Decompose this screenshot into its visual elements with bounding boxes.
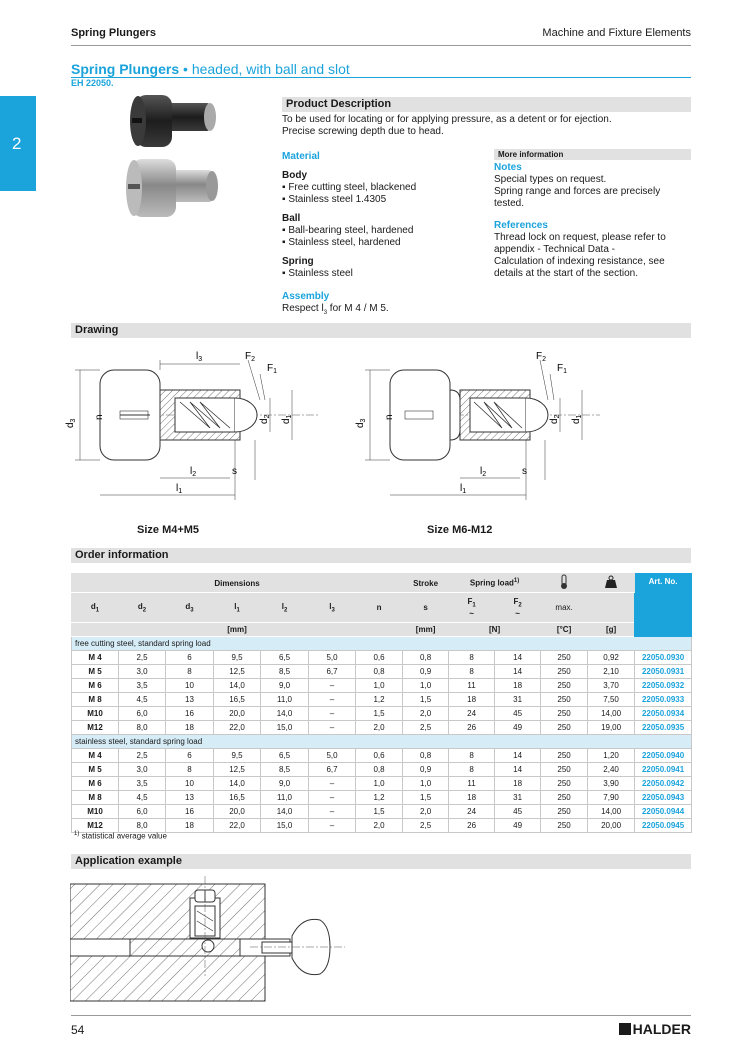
table-cell: 6: [166, 651, 214, 665]
art-no-header: Art. No.: [635, 574, 692, 637]
table-cell: 3,5: [119, 679, 166, 693]
table-cell: 8: [166, 665, 214, 679]
table-cell: 1,0: [403, 777, 449, 791]
material-section: [282, 151, 482, 319]
table-cell: 11,0: [261, 693, 309, 707]
dimensions-header: Dimensions: [72, 574, 403, 593]
table-cell: 4,5: [119, 693, 166, 707]
page-number: 54: [71, 1023, 85, 1037]
table-cell: 1,2: [356, 693, 403, 707]
label-d2: $d_2$: [259, 414, 271, 424]
table-cell: 15,0: [261, 819, 309, 833]
table-cell: 13: [166, 693, 214, 707]
table-cell: 6,5: [261, 651, 309, 665]
table-cell: 14,0: [261, 707, 309, 721]
table-cell: 14: [495, 763, 541, 777]
table-cell: 14,0: [214, 679, 261, 693]
table-cell: 49: [495, 819, 541, 833]
table-cell: 250: [541, 721, 588, 735]
references-line: details at the start of the section.: [494, 268, 638, 279]
table-cell: 45: [495, 707, 541, 721]
table-cell: 3,5: [119, 777, 166, 791]
table-cell: 6,7: [309, 763, 356, 777]
table-cell: 14: [495, 651, 541, 665]
table-cell: 14,0: [214, 777, 261, 791]
table-cell: 8,0: [119, 819, 166, 833]
label-d1: $d_1$: [571, 414, 583, 424]
unit-mm: [mm]: [72, 623, 403, 637]
table-cell: 250: [541, 665, 588, 679]
label-d1: $d_1$: [281, 414, 293, 424]
table-cell: 16: [166, 805, 214, 819]
table-cell: 18: [495, 777, 541, 791]
brand-logo: [619, 1021, 691, 1037]
brand-name: HALDER: [632, 1021, 691, 1037]
assembly-text: [282, 303, 482, 319]
unit-stroke: [mm]: [403, 623, 449, 637]
table-cell: 1,5: [356, 805, 403, 819]
body-heading: Body: [282, 170, 307, 181]
title-divider: [71, 77, 691, 78]
table-cell: 3,0: [119, 763, 166, 777]
table-cell: 9,5: [214, 749, 261, 763]
label-s: s: [522, 466, 527, 477]
table-cell: –: [309, 693, 356, 707]
list-item: ▪ Stainless steel 1.4305: [282, 194, 482, 206]
label-F2: $F_2$: [245, 351, 256, 363]
references-line: appendix - Technical Data -: [494, 244, 615, 255]
footnote: $^{1)}$ statistical average value: [74, 831, 167, 841]
table-cell: 18: [166, 819, 214, 833]
table-cell: 14: [495, 749, 541, 763]
table-cell: 20,0: [214, 805, 261, 819]
ball-list: [282, 225, 482, 249]
table-cell: –: [309, 819, 356, 833]
label-F1: $F_1$: [557, 363, 568, 375]
table-cell: 2,10: [588, 665, 635, 679]
table-cell: 8,5: [261, 763, 309, 777]
table-cell: 2,0: [356, 721, 403, 735]
table-cell: 8: [449, 651, 495, 665]
table-cell: 8: [449, 665, 495, 679]
label-F2: $F_2$: [536, 351, 547, 363]
table-cell: 7,90: [588, 791, 635, 805]
spring-load-header: Spring load$^{1)}$: [449, 574, 541, 593]
header-catalog-title: Machine and Fixture Elements: [542, 27, 691, 39]
page-title: [71, 61, 350, 77]
table-cell: 8: [449, 749, 495, 763]
table-cell: 14,00: [588, 707, 635, 721]
table-row: [72, 805, 692, 819]
table-cell: 250: [541, 749, 588, 763]
table-row: [72, 679, 692, 693]
assembly-heading: Assembly: [282, 291, 330, 302]
product-description-heading: Product Description: [282, 97, 691, 112]
order-info-heading: Order information: [71, 548, 691, 563]
title-separator: •: [179, 61, 192, 77]
more-info-section: [494, 162, 691, 280]
table-cell: 11: [449, 777, 495, 791]
article-number-link[interactable]: 22050.0934: [635, 707, 692, 721]
references-line: Thread lock on request, please refer to: [494, 232, 666, 243]
references-heading: References: [494, 220, 548, 231]
group-label: stainless steel, standard spring load: [72, 735, 692, 749]
table-cell: M 4: [72, 749, 119, 763]
label-d3: $d_3$: [355, 418, 367, 428]
table-cell: 2,5: [119, 651, 166, 665]
notes-line: Special types on request.: [494, 174, 607, 185]
label-d2: $d_2$: [549, 414, 561, 424]
table-cell: 250: [541, 693, 588, 707]
col-weight: [588, 593, 635, 623]
table-cell: 8,5: [261, 665, 309, 679]
table-cell: 250: [541, 819, 588, 833]
table-cell: 12,5: [214, 665, 261, 679]
table-cell: 0,6: [356, 749, 403, 763]
table-cell: 0,8: [356, 763, 403, 777]
table-cell: 6,7: [309, 665, 356, 679]
table-cell: 22,0: [214, 819, 261, 833]
label-s: s: [232, 466, 237, 477]
article-number-link[interactable]: 22050.0935: [635, 721, 692, 735]
product-photo: [118, 95, 228, 220]
table-cell: 11: [449, 679, 495, 693]
table-cell: 3,70: [588, 679, 635, 693]
col-n: n: [356, 593, 403, 623]
product-code: EH 22050.: [71, 78, 114, 88]
table-cell: 4,5: [119, 791, 166, 805]
spring-list: [282, 268, 482, 280]
article-number-link[interactable]: 22050.0933: [635, 693, 692, 707]
list-item: ▪ Ball-bearing steel, hardened: [282, 225, 482, 237]
label-n: n: [384, 414, 395, 420]
chapter-number: 2: [12, 134, 22, 153]
application-drawing: [70, 876, 345, 1006]
table-cell: –: [309, 679, 356, 693]
unit-g: [g]: [588, 623, 635, 637]
description-line: Precise screwing depth due to head.: [282, 126, 444, 137]
table-row: [72, 777, 692, 791]
article-number-link[interactable]: 22050.0945: [635, 819, 692, 833]
table-row: [72, 707, 692, 721]
table-cell: 5,0: [309, 749, 356, 763]
unit-C: [°C]: [541, 623, 588, 637]
table-cell: 18: [495, 679, 541, 693]
article-number-link[interactable]: 22050.0942: [635, 777, 692, 791]
table-cell: 24: [449, 805, 495, 819]
table-cell: 2,0: [356, 819, 403, 833]
table-cell: M 4: [72, 651, 119, 665]
table-cell: 1,0: [403, 679, 449, 693]
table-cell: –: [309, 707, 356, 721]
col-d2: $d_2$: [119, 593, 166, 623]
header-section-title: Spring Plungers: [71, 27, 156, 39]
col-stroke-s: s: [403, 593, 449, 623]
article-number-link[interactable]: 22050.0931: [635, 665, 692, 679]
table-cell: 14,00: [588, 805, 635, 819]
label-F1: $F_1$: [267, 363, 278, 375]
table-cell: –: [309, 791, 356, 805]
group-row: [72, 735, 692, 749]
col-max: max.: [541, 593, 588, 623]
technical-drawing: [60, 340, 700, 505]
col-l2: $l_2$: [261, 593, 309, 623]
table-cell: M 6: [72, 777, 119, 791]
table-cell: 8: [166, 763, 214, 777]
table-cell: 1,20: [588, 749, 635, 763]
assembly-pre: Respect l: [282, 303, 324, 314]
application-heading: Application example: [71, 854, 691, 869]
size-label-right: Size M6-M12: [427, 524, 493, 536]
col-l3: $l_3$: [309, 593, 356, 623]
label-l2: $l_2$: [480, 466, 487, 478]
table-cell: 250: [541, 777, 588, 791]
table-cell: 14,0: [261, 805, 309, 819]
list-item: ▪ Free cutting steel, blackened: [282, 182, 482, 194]
table-cell: 250: [541, 805, 588, 819]
chapter-tab: [0, 96, 36, 191]
table-cell: 2,40: [588, 763, 635, 777]
notes-heading: Notes: [494, 162, 522, 173]
table-cell: 250: [541, 707, 588, 721]
table-cell: 1,5: [356, 707, 403, 721]
label-l1: $l_1$: [176, 483, 183, 495]
table-cell: 31: [495, 693, 541, 707]
table-cell: 1,5: [403, 791, 449, 805]
table-cell: –: [309, 721, 356, 735]
brand-icon: [619, 1023, 631, 1035]
stroke-header: Stroke: [403, 574, 449, 593]
body-list: [282, 182, 482, 206]
more-info-heading: More information: [494, 149, 691, 160]
table-cell: –: [309, 805, 356, 819]
notes-line: Spring range and forces are precisely: [494, 186, 661, 197]
table-cell: 16: [166, 707, 214, 721]
table-cell: 9,5: [214, 651, 261, 665]
table-cell: M10: [72, 707, 119, 721]
table-cell: 26: [449, 721, 495, 735]
drawing-right: [355, 351, 600, 500]
table-cell: 6,5: [261, 749, 309, 763]
label-l2: $l_2$: [190, 466, 197, 478]
table-row: [72, 651, 692, 665]
table-cell: 10: [166, 777, 214, 791]
table-cell: 10: [166, 679, 214, 693]
list-item: ▪ Stainless steel, hardened: [282, 237, 482, 249]
table-cell: 6,0: [119, 707, 166, 721]
table-cell: 1,0: [356, 777, 403, 791]
table-cell: 0,92: [588, 651, 635, 665]
table-cell: 18: [449, 791, 495, 805]
table-cell: 250: [541, 791, 588, 805]
list-item: ▪ Stainless steel: [282, 268, 482, 280]
table-cell: 0,8: [403, 749, 449, 763]
table-cell: 16,5: [214, 693, 261, 707]
drawing-left: [65, 351, 320, 500]
table-cell: 2,5: [403, 721, 449, 735]
title-main: Spring Plungers: [71, 61, 180, 77]
table-cell: 0,9: [403, 763, 449, 777]
table-cell: 250: [541, 763, 588, 777]
table-cell: 16,5: [214, 791, 261, 805]
description-line: To be used for locating or for applying pressure, as a detent or for ejection.: [282, 114, 612, 125]
table-cell: 18: [449, 693, 495, 707]
table-cell: 5,0: [309, 651, 356, 665]
material-heading: Material: [282, 151, 320, 162]
table-cell: 6,0: [119, 805, 166, 819]
table-cell: M 6: [72, 679, 119, 693]
table-cell: 2,0: [403, 805, 449, 819]
table-cell: 7,50: [588, 693, 635, 707]
weight-icon: [588, 574, 635, 593]
table-cell: 2,5: [403, 819, 449, 833]
table-cell: 18: [166, 721, 214, 735]
table-row: [72, 693, 692, 707]
col-l1: $l_1$: [214, 593, 261, 623]
label-l1: $l_1$: [460, 483, 467, 495]
references-line: Calculation of indexing resistance, see: [494, 256, 665, 267]
col-d1: $d_1$: [72, 593, 119, 623]
table-row: [72, 763, 692, 777]
size-label-left: Size M4+M5: [137, 524, 200, 536]
table-cell: 3,90: [588, 777, 635, 791]
ball-heading: Ball: [282, 213, 301, 224]
spring-heading: Spring: [282, 256, 314, 267]
table-cell: 20,00: [588, 819, 635, 833]
table-cell: 13: [166, 791, 214, 805]
table-row: [72, 721, 692, 735]
table-cell: M 8: [72, 791, 119, 805]
table-cell: 250: [541, 651, 588, 665]
table-cell: 20,0: [214, 707, 261, 721]
table-row: [72, 749, 692, 763]
table-cell: 9,0: [261, 679, 309, 693]
group-row: [72, 637, 692, 651]
assembly-sub: 3: [323, 310, 328, 316]
table-cell: 45: [495, 805, 541, 819]
article-number-link[interactable]: 22050.0941: [635, 763, 692, 777]
col-F2: $F_2$ ~: [495, 593, 541, 623]
col-F1: $F_1$ ~: [449, 593, 495, 623]
table-cell: M 5: [72, 763, 119, 777]
table-cell: –: [309, 777, 356, 791]
article-number-link[interactable]: 22050.0932: [635, 679, 692, 693]
table-cell: 3,0: [119, 665, 166, 679]
temperature-icon: [541, 574, 588, 593]
table-cell: 8,0: [119, 721, 166, 735]
unit-N: [N]: [449, 623, 541, 637]
table-cell: 0,9: [403, 665, 449, 679]
table-cell: 11,0: [261, 791, 309, 805]
table-cell: 0,8: [403, 651, 449, 665]
table-cell: 24: [449, 707, 495, 721]
article-number-link[interactable]: 22050.0940: [635, 749, 692, 763]
table-cell: M12: [72, 721, 119, 735]
table-cell: 14: [495, 665, 541, 679]
table-cell: 1,0: [356, 679, 403, 693]
table-cell: 6: [166, 749, 214, 763]
group-label: free cutting steel, standard spring load: [72, 637, 692, 651]
table-cell: M10: [72, 805, 119, 819]
table-cell: 49: [495, 721, 541, 735]
assembly-post: for M 4 / M 5.: [327, 303, 389, 314]
table-cell: 0,6: [356, 651, 403, 665]
order-table-body: [72, 637, 692, 833]
header-divider: [71, 45, 691, 46]
label-l3: $l_3$: [196, 351, 203, 363]
article-number-link[interactable]: 22050.0930: [635, 651, 692, 665]
article-number-link[interactable]: 22050.0944: [635, 805, 692, 819]
table-cell: 250: [541, 679, 588, 693]
table-cell: 9,0: [261, 777, 309, 791]
footer-divider: [71, 1015, 691, 1016]
table-cell: 2,0: [403, 707, 449, 721]
drawing-heading: Drawing: [71, 323, 691, 338]
table-cell: M 8: [72, 693, 119, 707]
table-cell: 15,0: [261, 721, 309, 735]
table-row: [72, 665, 692, 679]
table-cell: 1,2: [356, 791, 403, 805]
table-cell: 31: [495, 791, 541, 805]
table-cell: 12,5: [214, 763, 261, 777]
table-cell: 26: [449, 819, 495, 833]
table-cell: 19,00: [588, 721, 635, 735]
product-description-text: [282, 114, 691, 138]
table-cell: 1,5: [403, 693, 449, 707]
table-cell: M 5: [72, 665, 119, 679]
table-cell: 0,8: [356, 665, 403, 679]
title-sub: headed, with ball and slot: [191, 61, 350, 77]
table-cell: 8: [449, 763, 495, 777]
article-number-link[interactable]: 22050.0943: [635, 791, 692, 805]
table-row: [72, 791, 692, 805]
label-d3: $d_3$: [65, 418, 77, 428]
col-d3: $d_3$: [166, 593, 214, 623]
order-table: [71, 573, 692, 833]
table-cell: M12: [72, 819, 119, 833]
label-n: n: [94, 414, 105, 420]
table-cell: 22,0: [214, 721, 261, 735]
table-cell: 2,5: [119, 749, 166, 763]
notes-line: tested.: [494, 198, 525, 209]
